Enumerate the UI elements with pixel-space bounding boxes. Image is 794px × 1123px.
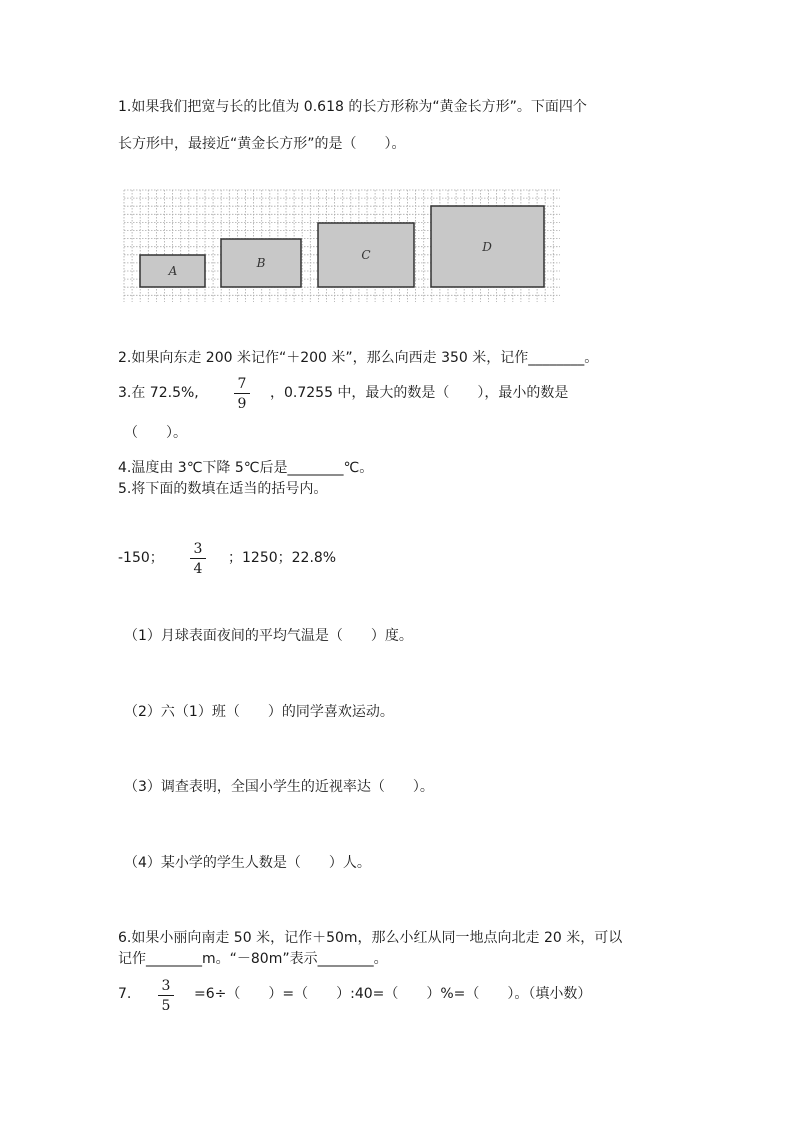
rectangle-grid-figure (122, 188, 562, 304)
q5-title: 5.将下面的数填在适当的括号内。 (118, 481, 328, 497)
q7-label: 7. (118, 986, 132, 1002)
q5-item-3: （3）调查表明，全国小学生的近视率达（ ）。 (124, 779, 434, 795)
question-2: 2.如果向东走 200 米记作“＋200 米”，那么向西走 350 米，记作________。 (118, 350, 599, 366)
q5-item-1: （1）月球表面夜间的平均气温是（ ）度。 (124, 628, 413, 644)
rectangles-group (140, 206, 544, 287)
q5-nums-a: -150； (118, 550, 164, 566)
q3-fraction-numerator: 7 (237, 376, 247, 392)
q5-item-2: （2）六（1）班（ ）的同学喜欢运动。 (124, 704, 394, 720)
q1-line-2: 长方形中，最接近“黄金长方形”的是（ ）。 (118, 136, 406, 152)
q6-line-2: 记作________m。“－80m”表示________。 (118, 951, 388, 967)
rectangle-d-label: D (482, 240, 492, 254)
q5-nums-b: ；1250；22.8% (228, 550, 337, 566)
q5-fraction-numerator: 3 (193, 541, 203, 557)
q3-line-2: （ ）。 (124, 425, 187, 441)
rectangle-a-label: A (168, 264, 178, 278)
question-4: 4.温度由 3℃下降 5℃后是________℃。 (118, 460, 374, 476)
q7-fraction-numerator: 3 (161, 978, 171, 994)
q3-part-2: ，0.7255 中，最大的数是（ ），最小的数是 (270, 385, 569, 401)
q3-fraction-denominator: 9 (237, 396, 247, 412)
fraction-bar (234, 393, 250, 394)
q1-line-1: 1.如果我们把宽与长的比值为 0.618 的长方形称为“黄金长方形”。下面四个 (118, 99, 587, 115)
q7-fraction-denominator: 5 (161, 998, 171, 1014)
rectangle-b-label: B (256, 256, 266, 270)
q5-fraction-denominator: 4 (193, 561, 203, 577)
q5-fraction (190, 541, 206, 577)
q7-text: =6÷（ ）=（ ）:40=（ ）%=（ ）。（填小数） (194, 986, 592, 1002)
q6-line-1: 6.如果小丽向南走 50 米，记作＋50m，那么小红从同一地点向北走 20 米，可以 (118, 930, 623, 946)
q3-part-1: 3.在 72.5%, (118, 385, 199, 401)
fraction-bar (190, 558, 206, 559)
fraction-bar (158, 995, 174, 996)
q5-item-4: （4）某小学的学生人数是（ ）人。 (124, 855, 371, 871)
rectangle-c-label: C (361, 248, 371, 262)
q7-fraction (158, 978, 174, 1014)
q3-fraction (234, 376, 250, 412)
